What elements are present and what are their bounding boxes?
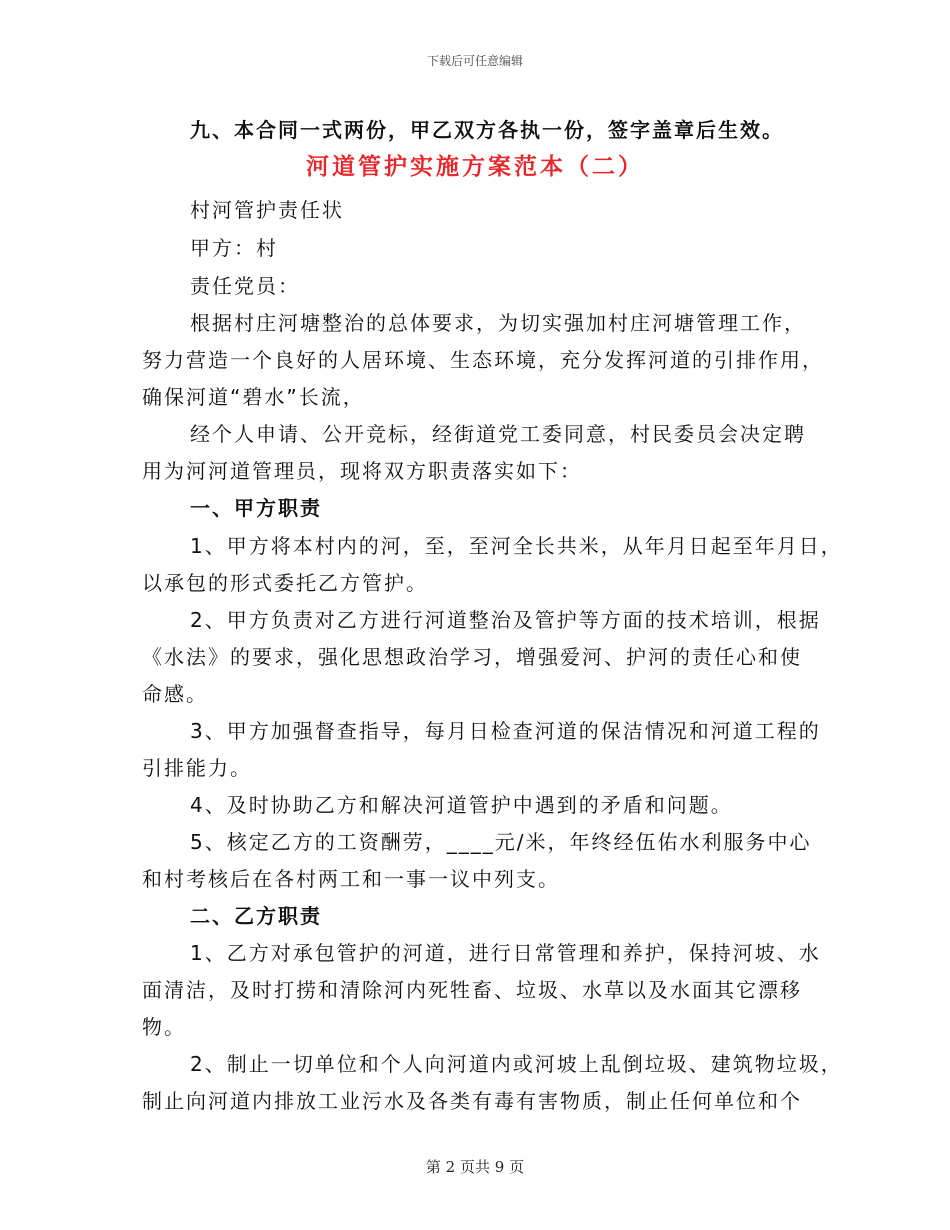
page-footer: 第 2 页共 9 页 (425, 1158, 525, 1176)
s2-item2-line1: 2、制止一切单位和个人向河道内或河坡上乱倒垃圾、建筑物垃圾， (190, 1052, 843, 1076)
s1-item3-line1: 3、甲方加强督查指导，每月日检查河道的保洁情况和河道工程的 (190, 719, 821, 743)
appoint-line-1: 经个人申请、公开竞标，经街道党工委同意，村民委员会决定聘 (190, 422, 806, 446)
subtitle: 村河管护责任状 (190, 198, 344, 222)
s1-item2-line2: 《水法》的要求，强化思想政治学习，增强爱河、护河的责任心和使 (142, 645, 802, 669)
s1-item3-line2: 引排能力。 (142, 756, 252, 780)
s1-item2-line3: 命感。 (142, 682, 208, 706)
s2-item1-line3: 物。 (142, 1015, 186, 1039)
s1-item5-line1: 5、核定乙方的工资酬劳，____元/米，年终经伍佑水利服务中心 (190, 830, 812, 854)
s1-item1-line1: 1、甲方将本村内的河，至，至河全长共米，从年月日起至年月日， (190, 534, 843, 558)
section-2-heading: 二、乙方职责 (190, 904, 322, 928)
intro-line-3: 确保河道“碧水”长流， (142, 385, 365, 409)
clause-9: 九、本合同一式两份，甲乙双方各执一份，签字盖章后生效。 (190, 118, 784, 142)
responsible-member: 责任党员： (190, 274, 300, 298)
appoint-line-2: 用为河河道管理员，现将双方职责落实如下： (142, 459, 582, 483)
page-header: 下载后可任意编辑 (426, 54, 523, 68)
s2-item1-line1: 1、乙方对承包管护的河道，进行日常管理和养护，保持河坡、水 (190, 941, 821, 965)
intro-line-1: 根据村庄河塘整治的总体要求，为切实强加村庄河塘管理工作， (190, 311, 806, 335)
s1-item4-line1: 4、及时协助乙方和解决河道管护中遇到的矛盾和问题。 (190, 793, 733, 817)
s1-item2-line1: 2、甲方负责对乙方进行河道整治及管护等方面的技术培训，根据 (190, 608, 821, 632)
document-title: 河道管护实施方案范本（二） (306, 154, 644, 180)
party-a: 甲方：村 (190, 236, 278, 260)
s1-item5-line2: 和村考核后在各村两工和一事一议中列支。 (142, 867, 560, 891)
section-1-heading: 一、甲方职责 (190, 496, 322, 520)
s1-item1-line2: 以承包的形式委托乙方管护。 (142, 571, 428, 595)
s2-item1-line2: 面清洁，及时打捞和清除河内死牲畜、垃圾、水草以及水面其它漂移 (142, 978, 802, 1002)
s2-item2-line2: 制止向河道内排放工业污水及各类有毒有害物质，制止任何单位和个 (142, 1089, 802, 1113)
intro-line-2: 努力营造一个良好的人居环境、生态环境，充分发挥河道的引排作用， (142, 348, 824, 372)
